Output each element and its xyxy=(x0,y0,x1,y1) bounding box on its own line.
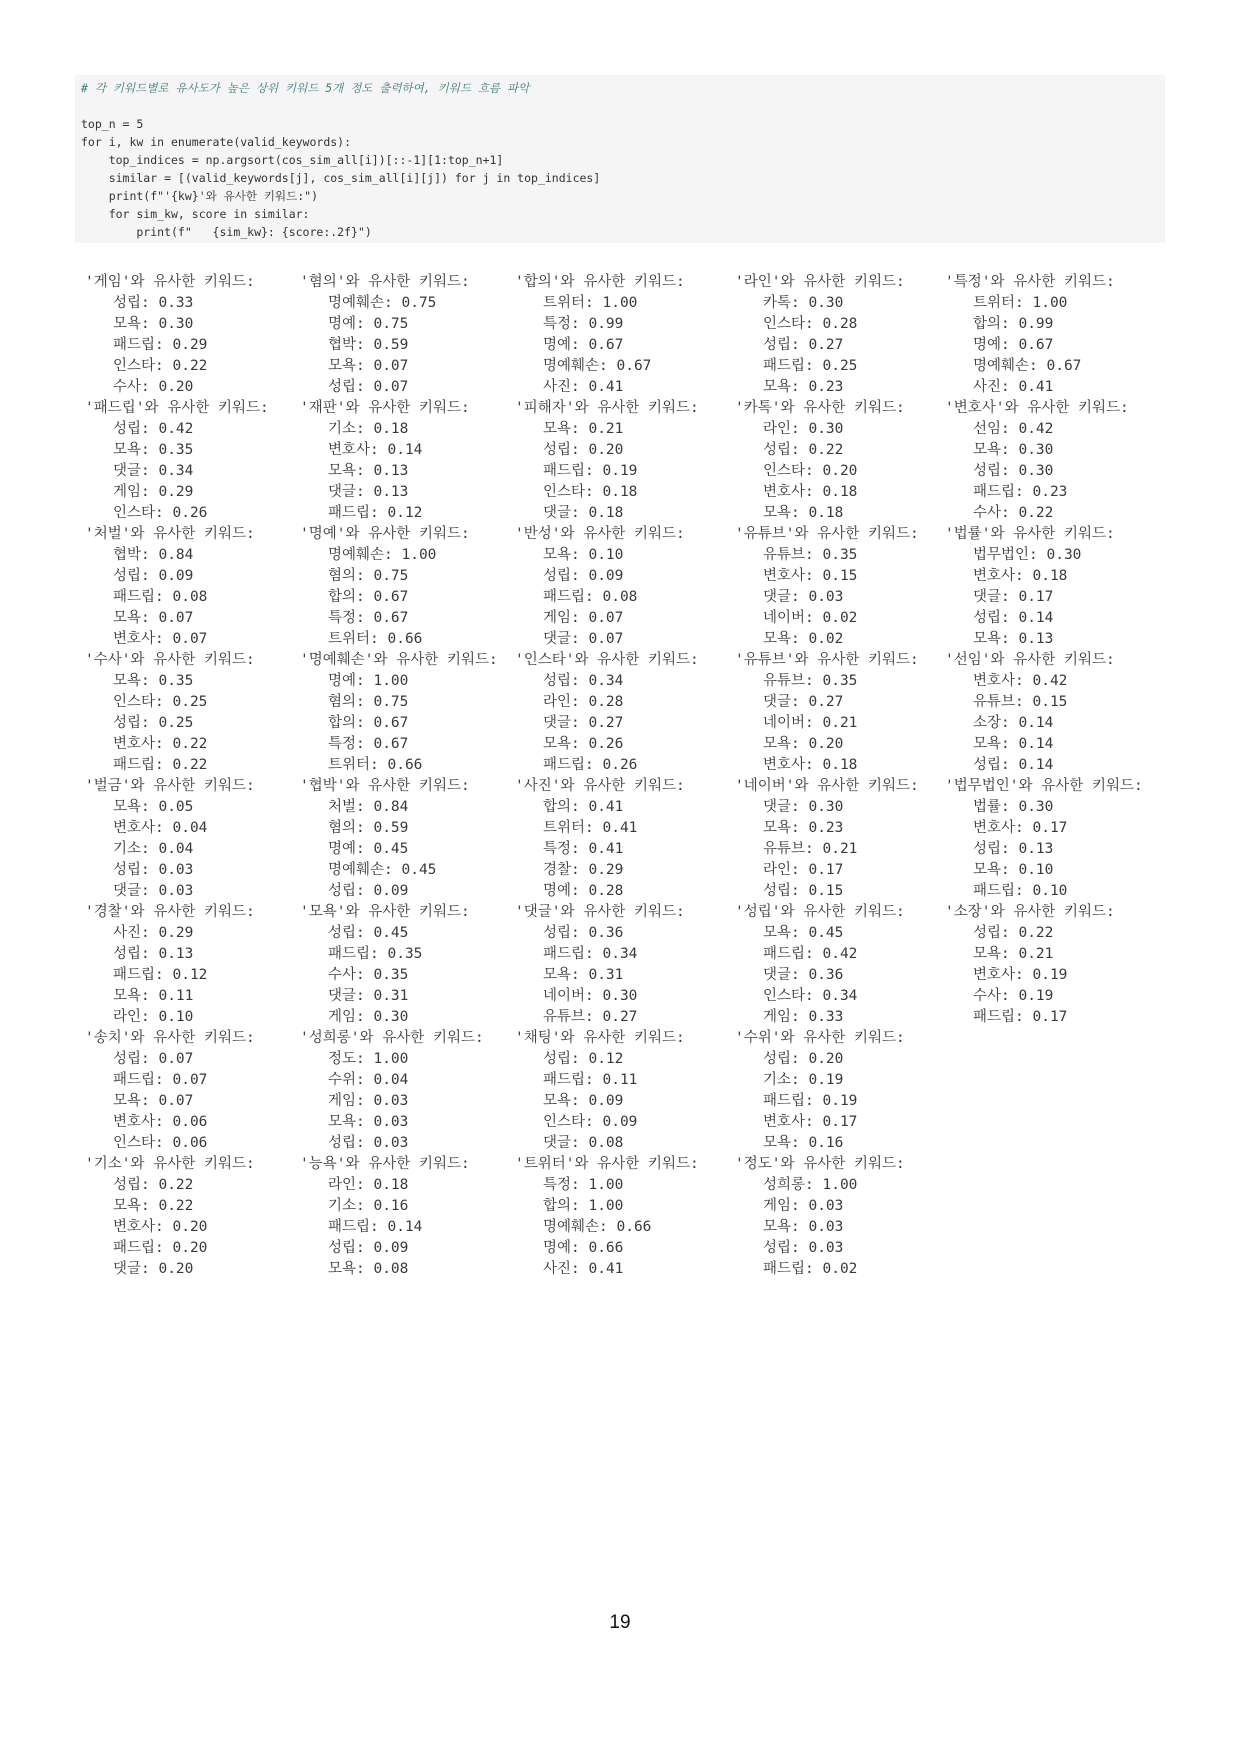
keyword-block xyxy=(945,272,1143,398)
keyword-heading: '트위터'와 유사한 키워드: xyxy=(515,1156,699,1172)
keyword-block xyxy=(515,524,699,650)
similar-keyword-score: 패드립: 0.11 xyxy=(543,1072,638,1088)
similar-keyword-score: 변호사: 0.04 xyxy=(113,820,208,836)
similar-keyword-score: 특정: 0.41 xyxy=(543,841,624,857)
similar-keyword-score: 기소: 0.19 xyxy=(763,1072,844,1088)
similar-keyword-score: 모욕: 0.02 xyxy=(763,631,844,647)
keyword-heading: '법률'와 유사한 키워드: xyxy=(945,526,1115,542)
similar-keyword-score: 합의: 0.41 xyxy=(543,799,624,815)
keyword-heading: '송치'와 유사한 키워드: xyxy=(85,1030,255,1046)
similar-keyword-score: 패드립: 0.20 xyxy=(113,1240,208,1256)
similar-keyword-score: 모욕: 0.07 xyxy=(328,358,409,374)
keyword-heading: '처벌'와 유사한 키워드: xyxy=(85,526,255,542)
keyword-block xyxy=(515,776,699,902)
keyword-block xyxy=(85,398,269,524)
similar-keyword-score: 모욕: 0.21 xyxy=(543,421,624,437)
similar-keyword-score: 라인: 0.28 xyxy=(543,694,624,710)
similar-keyword-score: 라인: 0.17 xyxy=(763,862,844,878)
similar-keyword-score: 명예: 0.75 xyxy=(328,316,409,332)
similar-keyword-score: 명예훼손: 0.75 xyxy=(328,295,437,311)
similar-keyword-score: 성희롱: 1.00 xyxy=(763,1177,858,1193)
similar-keyword-score: 성립: 0.14 xyxy=(973,757,1054,773)
keyword-heading: '정도'와 유사한 키워드: xyxy=(735,1156,905,1172)
similar-keyword-score: 게임: 0.03 xyxy=(763,1198,844,1214)
cell-output xyxy=(85,272,1165,1302)
similar-keyword-score: 성립: 0.12 xyxy=(543,1051,624,1067)
keyword-block xyxy=(735,650,919,776)
similar-keyword-score: 인스타: 0.09 xyxy=(543,1114,638,1130)
similar-keyword-score: 인스타: 0.28 xyxy=(763,316,858,332)
similar-keyword-score: 성립: 0.25 xyxy=(113,715,194,731)
similar-keyword-score: 변호사: 0.42 xyxy=(973,673,1068,689)
code-line: top_n = 5 xyxy=(81,117,144,131)
similar-keyword-score: 패드립: 0.12 xyxy=(328,505,423,521)
similar-keyword-score: 특정: 1.00 xyxy=(543,1177,624,1193)
similar-keyword-score: 모욕: 0.35 xyxy=(113,673,194,689)
keyword-heading: '명예'와 유사한 키워드: xyxy=(300,526,470,542)
similar-keyword-score: 모욕: 0.03 xyxy=(328,1114,409,1130)
keyword-block xyxy=(515,1154,699,1280)
similar-keyword-score: 모욕: 0.22 xyxy=(113,1198,194,1214)
similar-keyword-score: 게임: 0.30 xyxy=(328,1009,409,1025)
similar-keyword-score: 변호사: 0.07 xyxy=(113,631,208,647)
keyword-block xyxy=(515,398,699,524)
similar-keyword-score: 합의: 0.99 xyxy=(973,316,1054,332)
similar-keyword-score: 변호사: 0.19 xyxy=(973,967,1068,983)
similar-keyword-score: 경찰: 0.29 xyxy=(543,862,624,878)
similar-keyword-score: 모욕: 0.18 xyxy=(763,505,844,521)
similar-keyword-score: 인스타: 0.26 xyxy=(113,505,208,521)
similar-keyword-score: 패드립: 0.02 xyxy=(763,1261,858,1277)
code-blank-line xyxy=(81,97,1159,115)
similar-keyword-score: 성립: 0.13 xyxy=(113,946,194,962)
similar-keyword-score: 사진: 0.41 xyxy=(543,1261,624,1277)
similar-keyword-score: 패드립: 0.42 xyxy=(763,946,858,962)
similar-keyword-score: 모욕: 0.30 xyxy=(113,316,194,332)
similar-keyword-score: 인스타: 0.20 xyxy=(763,463,858,479)
similar-keyword-score: 선임: 0.42 xyxy=(973,421,1054,437)
similar-keyword-score: 패드립: 0.22 xyxy=(113,757,208,773)
similar-keyword-score: 모욕: 0.11 xyxy=(113,988,194,1004)
similar-keyword-score: 변호사: 0.18 xyxy=(763,757,858,773)
similar-keyword-score: 성립: 0.03 xyxy=(763,1240,844,1256)
keyword-heading: '소장'와 유사한 키워드: xyxy=(945,904,1115,920)
similar-keyword-score: 특정: 0.99 xyxy=(543,316,624,332)
keyword-block xyxy=(300,524,498,650)
keyword-block xyxy=(945,650,1143,776)
similar-keyword-score: 명예훼손: 0.67 xyxy=(973,358,1082,374)
similar-keyword-score: 명예: 0.66 xyxy=(543,1240,624,1256)
similar-keyword-score: 명예: 0.67 xyxy=(543,337,624,353)
keyword-block xyxy=(735,776,919,902)
similar-keyword-score: 인스타: 0.22 xyxy=(113,358,208,374)
similar-keyword-score: 트위터: 0.66 xyxy=(328,631,423,647)
output-column xyxy=(85,272,269,1280)
similar-keyword-score: 명예: 1.00 xyxy=(328,673,409,689)
similar-keyword-score: 사진: 0.41 xyxy=(973,379,1054,395)
similar-keyword-score: 유튜브: 0.35 xyxy=(763,673,858,689)
similar-keyword-score: 모욕: 0.13 xyxy=(328,463,409,479)
similar-keyword-score: 특정: 0.67 xyxy=(328,610,409,626)
keyword-heading: '선임'와 유사한 키워드: xyxy=(945,652,1115,668)
similar-keyword-score: 법률: 0.30 xyxy=(973,799,1054,815)
similar-keyword-score: 패드립: 0.07 xyxy=(113,1072,208,1088)
similar-keyword-score: 변호사: 0.18 xyxy=(973,568,1068,584)
similar-keyword-score: 변호사: 0.17 xyxy=(973,820,1068,836)
similar-keyword-score: 변호사: 0.15 xyxy=(763,568,858,584)
code-line: top_indices = np.argsort(cos_sim_all[i])[::-1][1:top_n+1] xyxy=(81,153,504,167)
similar-keyword-score: 게임: 0.29 xyxy=(113,484,194,500)
code-line: for i, kw in enumerate(valid_keywords): xyxy=(81,135,352,149)
similar-keyword-score: 명예훼손: 0.66 xyxy=(543,1219,652,1235)
similar-keyword-score: 패드립: 0.19 xyxy=(543,463,638,479)
similar-keyword-score: 댓글: 0.13 xyxy=(328,484,409,500)
similar-keyword-score: 모욕: 0.05 xyxy=(113,799,194,815)
keyword-heading: '명예훼손'와 유사한 키워드: xyxy=(300,652,498,668)
similar-keyword-score: 성립: 0.36 xyxy=(543,925,624,941)
similar-keyword-score: 명예훼손: 0.67 xyxy=(543,358,652,374)
similar-keyword-score: 소장: 0.14 xyxy=(973,715,1054,731)
keyword-block xyxy=(85,650,269,776)
similar-keyword-score: 모욕: 0.30 xyxy=(973,442,1054,458)
keyword-block xyxy=(85,1028,269,1154)
keyword-block xyxy=(945,776,1143,902)
similar-keyword-score: 유튜브: 0.15 xyxy=(973,694,1068,710)
keyword-heading: '재판'와 유사한 키워드: xyxy=(300,400,470,416)
similar-keyword-score: 성립: 0.03 xyxy=(328,1135,409,1151)
code-line: for sim_kw, score in similar: xyxy=(81,207,310,221)
similar-keyword-score: 사진: 0.41 xyxy=(543,379,624,395)
similar-keyword-score: 협박: 0.84 xyxy=(113,547,194,563)
keyword-heading: '패드립'와 유사한 키워드: xyxy=(85,400,269,416)
keyword-heading: '기소'와 유사한 키워드: xyxy=(85,1156,255,1172)
keyword-heading: '유튜브'와 유사한 키워드: xyxy=(735,526,919,542)
keyword-block xyxy=(300,398,498,524)
similar-keyword-score: 기소: 0.16 xyxy=(328,1198,409,1214)
keyword-heading: '벌금'와 유사한 키워드: xyxy=(85,778,255,794)
keyword-block xyxy=(300,272,498,398)
code-line: print(f" {sim_kw}: {score:.2f}") xyxy=(81,225,372,239)
keyword-block xyxy=(735,272,919,398)
similar-keyword-score: 인스타: 0.34 xyxy=(763,988,858,1004)
keyword-heading: '게임'와 유사한 키워드: xyxy=(85,274,255,290)
similar-keyword-score: 협박: 0.59 xyxy=(328,337,409,353)
keyword-heading: '수위'와 유사한 키워드: xyxy=(735,1030,905,1046)
similar-keyword-score: 변호사: 0.18 xyxy=(763,484,858,500)
similar-keyword-score: 모욕: 0.31 xyxy=(543,967,624,983)
keyword-heading: '인스타'와 유사한 키워드: xyxy=(515,652,699,668)
similar-keyword-score: 패드립: 0.08 xyxy=(113,589,208,605)
keyword-block xyxy=(300,902,498,1028)
keyword-block xyxy=(515,650,699,776)
similar-keyword-score: 성립: 0.20 xyxy=(763,1051,844,1067)
similar-keyword-score: 성립: 0.07 xyxy=(328,379,409,395)
keyword-block xyxy=(945,524,1143,650)
similar-keyword-score: 유튜브: 0.35 xyxy=(763,547,858,563)
similar-keyword-score: 댓글: 0.27 xyxy=(543,715,624,731)
similar-keyword-score: 댓글: 0.18 xyxy=(543,505,624,521)
similar-keyword-score: 모욕: 0.26 xyxy=(543,736,624,752)
keyword-heading: '성희롱'와 유사한 키워드: xyxy=(300,1030,484,1046)
similar-keyword-score: 성립: 0.13 xyxy=(973,841,1054,857)
similar-keyword-score: 변호사: 0.14 xyxy=(328,442,423,458)
similar-keyword-score: 성립: 0.45 xyxy=(328,925,409,941)
similar-keyword-score: 패드립: 0.12 xyxy=(113,967,208,983)
similar-keyword-score: 모욕: 0.45 xyxy=(763,925,844,941)
similar-keyword-score: 모욕: 0.16 xyxy=(763,1135,844,1151)
keyword-block xyxy=(735,1154,919,1280)
similar-keyword-score: 패드립: 0.29 xyxy=(113,337,208,353)
similar-keyword-score: 합의: 0.67 xyxy=(328,589,409,605)
keyword-heading: '수사'와 유사한 키워드: xyxy=(85,652,255,668)
keyword-block xyxy=(735,398,919,524)
similar-keyword-score: 모욕: 0.21 xyxy=(973,946,1054,962)
output-column xyxy=(945,272,1143,1028)
similar-keyword-score: 사진: 0.29 xyxy=(113,925,194,941)
similar-keyword-score: 수사: 0.35 xyxy=(328,967,409,983)
keyword-block xyxy=(735,1028,919,1154)
similar-keyword-score: 모욕: 0.09 xyxy=(543,1093,624,1109)
similar-keyword-score: 정도: 1.00 xyxy=(328,1051,409,1067)
similar-keyword-score: 성립: 0.09 xyxy=(543,568,624,584)
keyword-heading: '네이버'와 유사한 키워드: xyxy=(735,778,919,794)
similar-keyword-score: 카톡: 0.30 xyxy=(763,295,844,311)
similar-keyword-score: 성립: 0.34 xyxy=(543,673,624,689)
similar-keyword-score: 트위터: 0.41 xyxy=(543,820,638,836)
similar-keyword-score: 변호사: 0.17 xyxy=(763,1114,858,1130)
similar-keyword-score: 게임: 0.03 xyxy=(328,1093,409,1109)
similar-keyword-score: 모욕: 0.10 xyxy=(973,862,1054,878)
page-number: 19 xyxy=(609,1612,631,1633)
similar-keyword-score: 네이버: 0.02 xyxy=(763,610,858,626)
similar-keyword-score: 유튜브: 0.27 xyxy=(543,1009,638,1025)
similar-keyword-score: 패드립: 0.08 xyxy=(543,589,638,605)
similar-keyword-score: 기소: 0.18 xyxy=(328,421,409,437)
similar-keyword-score: 성립: 0.09 xyxy=(113,568,194,584)
similar-keyword-score: 성립: 0.09 xyxy=(328,883,409,899)
keyword-heading: '사진'와 유사한 키워드: xyxy=(515,778,685,794)
code-comment: # 각 키워드별로 유사도가 높은 상위 키워드 5개 정도 출력하여, 키워드 흐름 파악 xyxy=(81,81,530,95)
similar-keyword-score: 댓글: 0.03 xyxy=(763,589,844,605)
similar-keyword-score: 인스타: 0.18 xyxy=(543,484,638,500)
keyword-block xyxy=(85,524,269,650)
similar-keyword-score: 인스타: 0.25 xyxy=(113,694,208,710)
similar-keyword-score: 트위터: 1.00 xyxy=(973,295,1068,311)
similar-keyword-score: 성립: 0.14 xyxy=(973,610,1054,626)
similar-keyword-score: 패드립: 0.19 xyxy=(763,1093,858,1109)
similar-keyword-score: 성립: 0.30 xyxy=(973,463,1054,479)
similar-keyword-score: 명예훼손: 1.00 xyxy=(328,547,437,563)
similar-keyword-score: 법무법인: 0.30 xyxy=(973,547,1082,563)
similar-keyword-score: 네이버: 0.30 xyxy=(543,988,638,1004)
similar-keyword-score: 패드립: 0.14 xyxy=(328,1219,423,1235)
similar-keyword-score: 성립: 0.09 xyxy=(328,1240,409,1256)
keyword-heading: '채팅'와 유사한 키워드: xyxy=(515,1030,685,1046)
keyword-block xyxy=(515,1028,699,1154)
similar-keyword-score: 모욕: 0.23 xyxy=(763,820,844,836)
similar-keyword-score: 성립: 0.22 xyxy=(113,1177,194,1193)
similar-keyword-score: 기소: 0.04 xyxy=(113,841,194,857)
similar-keyword-score: 변호사: 0.22 xyxy=(113,736,208,752)
similar-keyword-score: 라인: 0.30 xyxy=(763,421,844,437)
similar-keyword-score: 성립: 0.07 xyxy=(113,1051,194,1067)
keyword-block xyxy=(515,902,699,1028)
similar-keyword-score: 네이버: 0.21 xyxy=(763,715,858,731)
similar-keyword-score: 모욕: 0.13 xyxy=(973,631,1054,647)
similar-keyword-score: 혐의: 0.75 xyxy=(328,568,409,584)
similar-keyword-score: 모욕: 0.07 xyxy=(113,610,194,626)
similar-keyword-score: 게임: 0.33 xyxy=(763,1009,844,1025)
similar-keyword-score: 모욕: 0.23 xyxy=(763,379,844,395)
similar-keyword-score: 성립: 0.15 xyxy=(763,883,844,899)
similar-keyword-score: 명예: 0.45 xyxy=(328,841,409,857)
keyword-block xyxy=(735,524,919,650)
similar-keyword-score: 성립: 0.42 xyxy=(113,421,194,437)
similar-keyword-score: 게임: 0.07 xyxy=(543,610,624,626)
similar-keyword-score: 패드립: 0.26 xyxy=(543,757,638,773)
code-cell xyxy=(75,75,1165,243)
keyword-heading: '능욕'와 유사한 키워드: xyxy=(300,1156,470,1172)
keyword-block xyxy=(300,1028,498,1154)
similar-keyword-score: 합의: 0.67 xyxy=(328,715,409,731)
keyword-heading: '피해자'와 유사한 키워드: xyxy=(515,400,699,416)
keyword-heading: '성립'와 유사한 키워드: xyxy=(735,904,905,920)
similar-keyword-score: 댓글: 0.17 xyxy=(973,589,1054,605)
similar-keyword-score: 모욕: 0.07 xyxy=(113,1093,194,1109)
similar-keyword-score: 패드립: 0.34 xyxy=(543,946,638,962)
similar-keyword-score: 모욕: 0.10 xyxy=(543,547,624,563)
similar-keyword-score: 모욕: 0.03 xyxy=(763,1219,844,1235)
keyword-block xyxy=(300,776,498,902)
similar-keyword-score: 댓글: 0.03 xyxy=(113,883,194,899)
output-column xyxy=(735,272,919,1280)
similar-keyword-score: 패드립: 0.25 xyxy=(763,358,858,374)
keyword-heading: '카톡'와 유사한 키워드: xyxy=(735,400,905,416)
similar-keyword-score: 패드립: 0.35 xyxy=(328,946,423,962)
similar-keyword-score: 성립: 0.20 xyxy=(543,442,624,458)
similar-keyword-score: 모욕: 0.14 xyxy=(973,736,1054,752)
similar-keyword-score: 트위터: 1.00 xyxy=(543,295,638,311)
similar-keyword-score: 합의: 1.00 xyxy=(543,1198,624,1214)
similar-keyword-score: 댓글: 0.27 xyxy=(763,694,844,710)
similar-keyword-score: 패드립: 0.17 xyxy=(973,1009,1068,1025)
similar-keyword-score: 수위: 0.04 xyxy=(328,1072,409,1088)
similar-keyword-score: 모욕: 0.35 xyxy=(113,442,194,458)
similar-keyword-score: 댓글: 0.31 xyxy=(328,988,409,1004)
keyword-heading: '댓글'와 유사한 키워드: xyxy=(515,904,685,920)
keyword-block xyxy=(945,902,1143,1028)
similar-keyword-score: 성립: 0.22 xyxy=(763,442,844,458)
similar-keyword-score: 혐의: 0.75 xyxy=(328,694,409,710)
similar-keyword-score: 라인: 0.18 xyxy=(328,1177,409,1193)
similar-keyword-score: 변호사: 0.06 xyxy=(113,1114,208,1130)
similar-keyword-score: 댓글: 0.07 xyxy=(543,631,624,647)
keyword-heading: '법무법인'와 유사한 키워드: xyxy=(945,778,1143,794)
similar-keyword-score: 성립: 0.03 xyxy=(113,862,194,878)
keyword-block xyxy=(300,1154,498,1280)
code-line: print(f"'{kw}'와 유사한 키워드:") xyxy=(81,189,319,203)
similar-keyword-score: 특정: 0.67 xyxy=(328,736,409,752)
similar-keyword-score: 댓글: 0.36 xyxy=(763,967,844,983)
similar-keyword-score: 혐의: 0.59 xyxy=(328,820,409,836)
keyword-heading: '협박'와 유사한 키워드: xyxy=(300,778,470,794)
keyword-heading: '모욕'와 유사한 키워드: xyxy=(300,904,470,920)
similar-keyword-score: 모욕: 0.20 xyxy=(763,736,844,752)
similar-keyword-score: 수사: 0.22 xyxy=(973,505,1054,521)
keyword-heading: '합의'와 유사한 키워드: xyxy=(515,274,685,290)
similar-keyword-score: 패드립: 0.23 xyxy=(973,484,1068,500)
keyword-heading: '경찰'와 유사한 키워드: xyxy=(85,904,255,920)
similar-keyword-score: 인스타: 0.06 xyxy=(113,1135,208,1151)
keyword-heading: '변호사'와 유사한 키워드: xyxy=(945,400,1129,416)
keyword-heading: '특정'와 유사한 키워드: xyxy=(945,274,1115,290)
similar-keyword-score: 성립: 0.22 xyxy=(973,925,1054,941)
keyword-block xyxy=(300,650,498,776)
keyword-heading: '혐의'와 유사한 키워드: xyxy=(300,274,470,290)
code-line: similar = [(valid_keywords[j], cos_sim_all[i][j]) for j in top_indices] xyxy=(81,171,601,185)
similar-keyword-score: 수사: 0.19 xyxy=(973,988,1054,1004)
keyword-heading: '유튜브'와 유사한 키워드: xyxy=(735,652,919,668)
similar-keyword-score: 수사: 0.20 xyxy=(113,379,194,395)
similar-keyword-score: 패드립: 0.10 xyxy=(973,883,1068,899)
keyword-block xyxy=(85,1154,269,1280)
similar-keyword-score: 성립: 0.33 xyxy=(113,295,194,311)
similar-keyword-score: 명예: 0.28 xyxy=(543,883,624,899)
keyword-block xyxy=(85,776,269,902)
similar-keyword-score: 댓글: 0.34 xyxy=(113,463,194,479)
similar-keyword-score: 성립: 0.27 xyxy=(763,337,844,353)
similar-keyword-score: 명예훼손: 0.45 xyxy=(328,862,437,878)
similar-keyword-score: 댓글: 0.30 xyxy=(763,799,844,815)
keyword-block xyxy=(945,398,1143,524)
similar-keyword-score: 라인: 0.10 xyxy=(113,1009,194,1025)
keyword-block xyxy=(85,272,269,398)
similar-keyword-score: 트위터: 0.66 xyxy=(328,757,423,773)
similar-keyword-score: 유튜브: 0.21 xyxy=(763,841,858,857)
similar-keyword-score: 댓글: 0.08 xyxy=(543,1135,624,1151)
similar-keyword-score: 댓글: 0.20 xyxy=(113,1261,194,1277)
keyword-block xyxy=(515,272,699,398)
similar-keyword-score: 처벌: 0.84 xyxy=(328,799,409,815)
keyword-block xyxy=(85,902,269,1028)
similar-keyword-score: 모욕: 0.08 xyxy=(328,1261,409,1277)
keyword-block xyxy=(735,902,919,1028)
similar-keyword-score: 명예: 0.67 xyxy=(973,337,1054,353)
keyword-heading: '반성'와 유사한 키워드: xyxy=(515,526,685,542)
similar-keyword-score: 변호사: 0.20 xyxy=(113,1219,208,1235)
output-column xyxy=(300,272,498,1280)
output-column xyxy=(515,272,699,1280)
keyword-heading: '라인'와 유사한 키워드: xyxy=(735,274,905,290)
